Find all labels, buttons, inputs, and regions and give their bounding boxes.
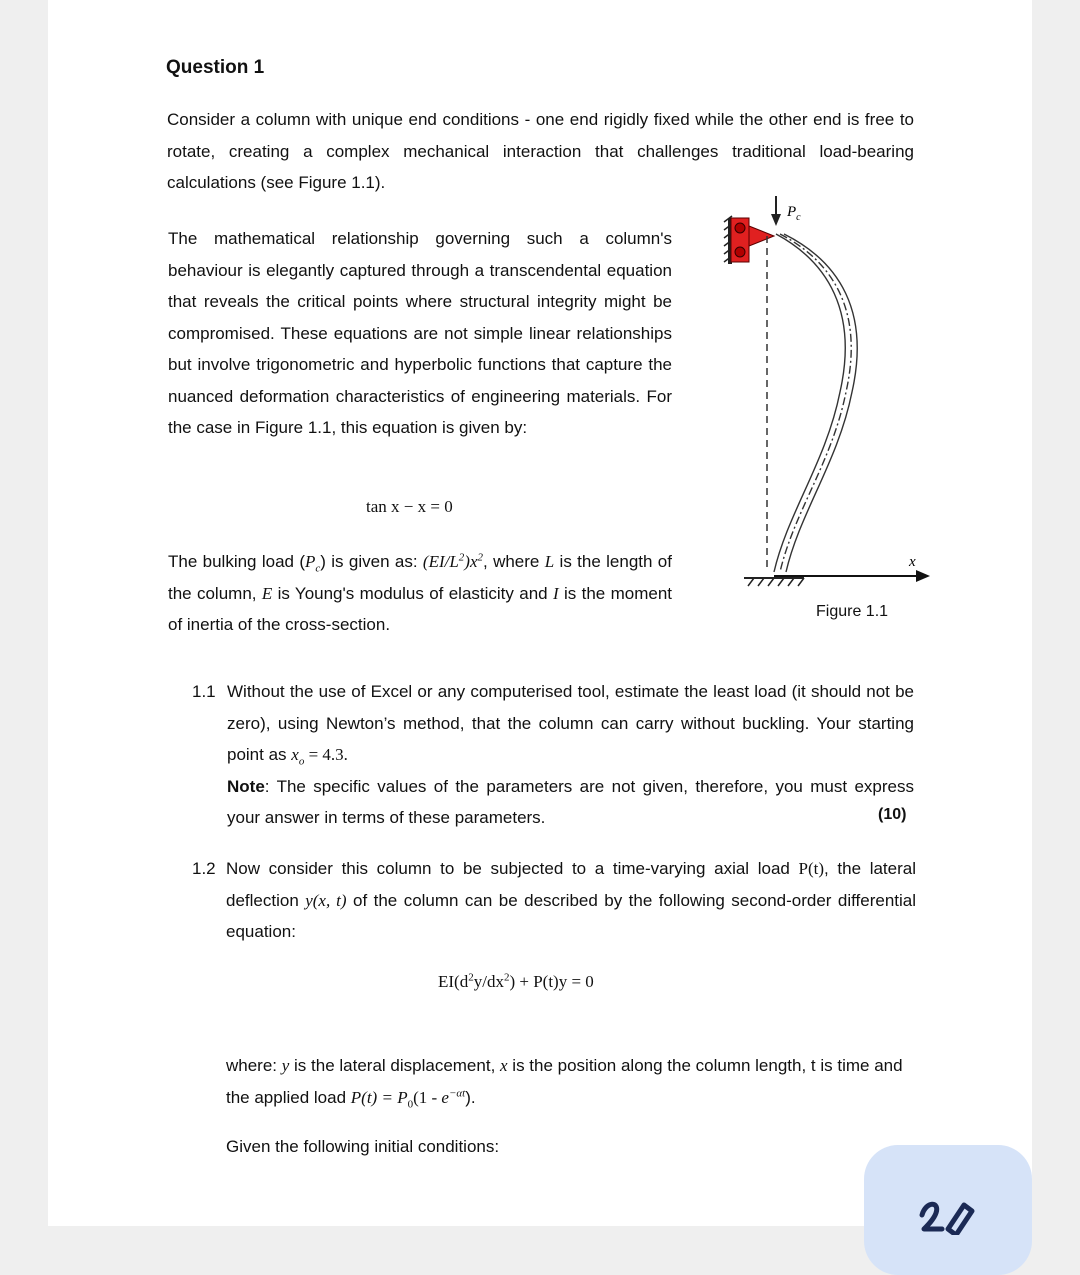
question-1-1-number: 1.1	[192, 682, 216, 701]
question-1-2-number: 1.2	[192, 859, 216, 878]
pen-edit-icon	[918, 1195, 978, 1235]
column-figure	[718, 192, 940, 592]
deflected-column	[774, 234, 857, 572]
load-label: $P_c$	[787, 204, 801, 223]
differential-equation: $EI(d^2y/dx^2) + P(t)y = 0$	[438, 971, 594, 991]
intro-paragraph: Consider a column with unique end conditions - one end rigidly fixed while the other end is free to rotate, creating a complex mechanical interaction that challenges traditional load-bearing calculations (see Figure 1.1).	[167, 110, 914, 192]
question-1-1-marks: (10)	[878, 806, 907, 823]
question-1-1-text: Without the use of Excel or any computerised tool, estimate the least load (it should not be zero), using Newton’s method, that the column can carry without buckling. Your starting point as $x_o = 4.3$. Note: The specific values of the parameters are not given, therefore, you must express your answer in terms of these parameters.	[227, 682, 914, 827]
equation-description-paragraph: The mathematical relationship governing such a column's behaviour is elegantly captured through a transcendental equation that reveals the critical points where structural integrity might be compromised. These equations are not simple linear relationships but involve trigonometric and hyperbolic functions that capture the nuanced deformation characteristics of engineering materials. For the case in Figure 1.1, this equation is given by:	[168, 229, 672, 437]
load-arrow-icon	[771, 196, 781, 226]
buckling-load-formula: $(EI/L^2)x^2$	[422, 551, 484, 571]
transcendental-equation: tan x − x = 0	[366, 497, 453, 516]
edit-fab-button[interactable]	[864, 1145, 1032, 1275]
where-paragraph: where: y is the lateral displacement, x is the position along the column length, t is time and the applied load $P(t) = P_0(1 - e^{-\alpha t})$.	[226, 1056, 903, 1110]
figure-caption: Figure 1.1	[816, 603, 889, 620]
initial-conditions-label: Given the following initial conditions:	[226, 1137, 500, 1156]
question-heading: Question 1	[166, 57, 265, 78]
fixed-base-icon	[744, 578, 804, 586]
x-axis-arrow-icon	[774, 570, 930, 582]
x-axis-label: x	[909, 554, 916, 570]
question-1-2-text: Now consider this column to be subjected to a time-varying axial load P(t), the lateral deflection y(x, t) of the column can be described by the following second-order differential equation:	[226, 859, 917, 941]
buckling-load-paragraph: The bulking load $(P_c)$ is given as: $(EI/L^2)x^2$, where L is the length of the column, E is Young's modulus of elasticity and I is the moment of inertia of the cross-section.	[168, 551, 672, 634]
